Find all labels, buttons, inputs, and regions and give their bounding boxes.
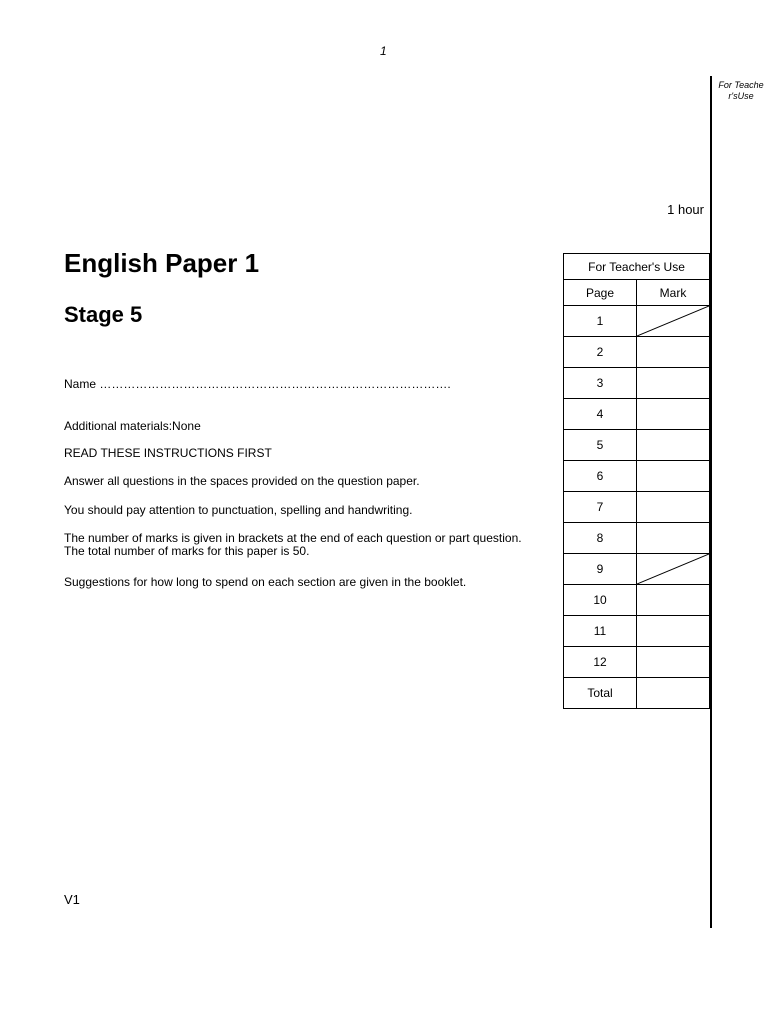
page-cell: 12 [564, 647, 637, 678]
mark-cell[interactable] [637, 492, 710, 523]
mark-cell[interactable] [637, 523, 710, 554]
exam-duration: 1 hour [667, 202, 704, 217]
page-cell: 7 [564, 492, 637, 523]
page-cell: 10 [564, 585, 637, 616]
mark-cell[interactable] [637, 461, 710, 492]
page-cell: 11 [564, 616, 637, 647]
mark-cell[interactable] [637, 337, 710, 368]
table-row [564, 430, 710, 461]
mark-cell[interactable] [637, 616, 710, 647]
column-header-mark: Mark [637, 280, 710, 306]
page-cell: 6 [564, 461, 637, 492]
table-row [564, 523, 710, 554]
instructions-heading: READ THESE INSTRUCTIONS FIRST [64, 446, 272, 460]
strike-diagonal [637, 306, 709, 336]
table-row [564, 337, 710, 368]
table-row [564, 585, 710, 616]
mark-cell-crossed [637, 554, 710, 585]
mark-cell[interactable] [637, 430, 710, 461]
page-cell: 3 [564, 368, 637, 399]
page-cell: 4 [564, 399, 637, 430]
instruction-4: Suggestions for how long to spend on each section are given in the booklet. [64, 575, 467, 589]
instruction-2: You should pay attention to punctuation, spelling and handwriting. [64, 503, 413, 517]
table-row [564, 647, 710, 678]
stage-label: Stage 5 [64, 302, 143, 327]
page-cell: 9 [564, 554, 637, 585]
margin-label: For Teacher'sUse [718, 80, 764, 101]
column-header-page: Page [564, 280, 637, 306]
mark-cell[interactable] [637, 585, 710, 616]
table-row [564, 492, 710, 523]
page-cell: 1 [564, 306, 637, 337]
page-number: 1 [380, 44, 387, 58]
page-cell: Total [564, 678, 637, 709]
strike-diagonal [637, 554, 709, 584]
margin-rule [710, 76, 712, 928]
table-row [564, 306, 710, 337]
teacher-marks-table [563, 253, 710, 709]
instruction-3: The number of marks is given in brackets at the end of each question or part question. The total number of marks for this paper is 50. [64, 531, 522, 558]
mark-cell[interactable] [637, 368, 710, 399]
mark-cell[interactable] [637, 399, 710, 430]
name-field-line: Name ……………………………………………………………………………. [64, 377, 451, 391]
table-row [564, 399, 710, 430]
table-heading: For Teacher's Use [564, 254, 710, 280]
table-row [564, 678, 710, 709]
page-cell: 8 [564, 523, 637, 554]
page-cell: 5 [564, 430, 637, 461]
table-row [564, 616, 710, 647]
table-body [564, 306, 710, 709]
version-label: V1 [64, 892, 80, 907]
table-row [564, 554, 710, 585]
table-row [564, 461, 710, 492]
mark-cell[interactable] [637, 678, 710, 709]
mark-cell[interactable] [637, 647, 710, 678]
page-cell: 2 [564, 337, 637, 368]
paper-title: English Paper 1 [64, 248, 260, 278]
instruction-1: Answer all questions in the spaces provided on the question paper. [64, 474, 420, 488]
table-row [564, 368, 710, 399]
additional-materials: Additional materials:None [64, 419, 201, 433]
mark-cell-crossed [637, 306, 710, 337]
